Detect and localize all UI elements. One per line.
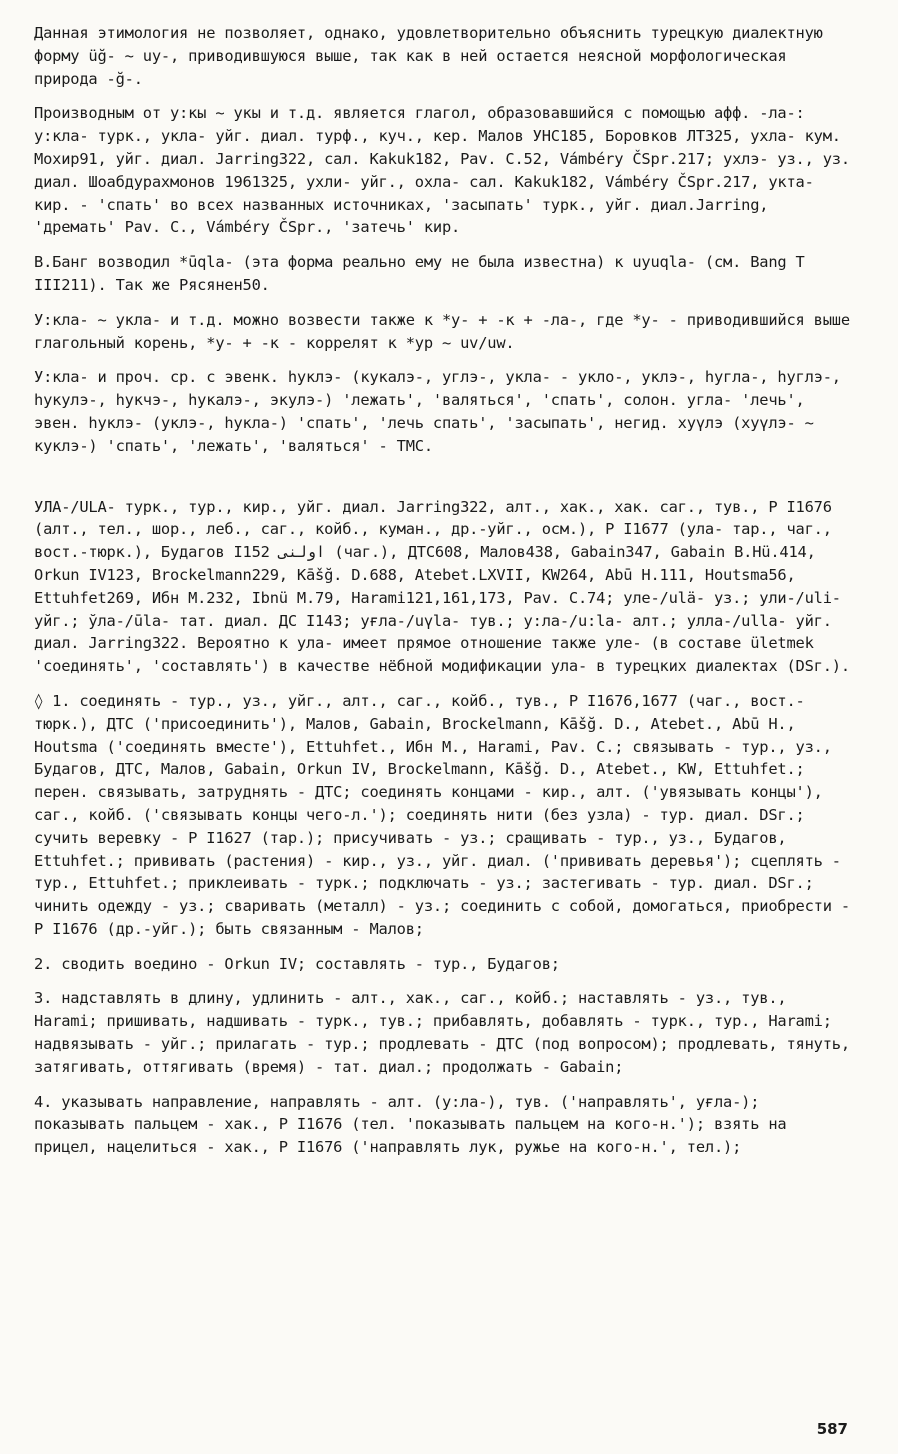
paragraph-root: У:кла- ~ укла- и т.д. можно возвести также к *у- + -к + -ла-, где *у- - приводившийся выше глагольный корень, *у- + -к - коррелят к *ур ~ uv/uw. <box>34 310 860 352</box>
paragraph-ula-entry: УЛА-/ULA- турк., тур., кир., уйг. диал. Jarring322, алт., хак., хак. саг., тув., Р I1676 (алт., тел., шор., леб., саг., койб., куман., др.-уйг., осм.), Р I1677 (ула- тар., чаг., вост.-тюрк.), Будагов I152 اولنى (чаг.), ДТС608, Малов438, Gabain347, Gabain B.Hü.414, Orkun IV123, Brockelmann229, Kāšğ. D.688, Atebet.LXVII, KW264, Abū H.111, Houtsma56, Ettuhfet269, Ибн М.232, Ibnü M.79, Harami121,161,173, Pav. C.74; уле-/ulä- уз.; ули-/uli- уйг.; ўла-/ūla- тат. диал. ДС I143; уғла-/uүla- тув.; у:ла-/u:la- алт.; улла-/ulla- уйг. диал. Jarring322. Вероятно к ула- имеет прямое отношение также уле- (в составе ületmek 'соединять', 'составлять') в качестве нёбной модификации ула- в турецких диалектах (DSг.). <box>34 497 850 676</box>
paragraph-meaning-4: 4. указывать направление, направлять - алт. (у:ла-), тув. ('направлять', уғла-); показывать пальцем - хак., Р I1676 (тел. 'показывать пальцем на кого-н.'); взять на прицел, нацелиться - хак., Р I1676 ('направлять лук, ружье на кого-н.', тел.); <box>34 1092 796 1157</box>
section-gap <box>34 470 854 496</box>
paragraph-etymology-note: Данная этимология не позволяет, однако, удовлетворительно объяснить турецкую диалектную форму üğ- ~ uy-, приводившуюся выше, так как в ней остается неясной морфологическая природа -ğ-. <box>34 24 832 88</box>
paragraph-derived-verb: Производным от у:кы ~ укы и т.д. является глагол, образовавшийся с помощью афф. -ла-: у:кла- турк., укла- уйг. диал. турф., куч., кер. Малов УНС185, Боровков ЛТ325, ухла- кум. Мохир91, уйг. диал. Jarring322, сал. Kakuk182, Pav. C.52, Vámbéry ČSpr.217; ухлэ- уз., уз. диал. Шоабдурахмонов 1961325, ухли- уйг., охла- сал. Kakuk182, Vámbéry ČSpr.217, укта- кир. - 'спать' во всех названных источниках, 'засыпать' турк., уйг. диал.Jarring, 'дремать' Pav. C., Vámbéry ČSpr., 'затечь' кир. <box>34 104 860 237</box>
paragraph-meaning-3: 3. надставлять в длину, удлинить - алт., хак., саг., койб.; наставлять - уз., тув., Harami; пришивать, надшивать - турк., тув.; прибавлять, добавлять - турк., тур., Harami; надвязывать - уйг.; прилагать - тур.; продлевать - ДТС (под вопросом); продлевать, тянуть, затягивать, оттягивать (время) - тат. диал.; продолжать - Gabain; <box>34 989 860 1076</box>
paragraph-meaning-1: ◊ 1. соединять - тур., уз., уйг., алт., саг., койб., тув., Р I1676,1677 (чаг., вост.-тюрк.), ДТС ('присоединить'), Малов, Gabain, Brockelmann, Kāšğ. D., Atebet., Abū H., Houtsma ('соединять вместе'), Ettuhfet., Ибн М., Harami, Pav. C.; связывать - тур., уз., Будагов, ДТС, Малов, Gabain, Orkun IV, Brockelmann, Kāšğ. D., Atebet., KW, Ettuhfet.; перен. связывать, затруднять - ДТС; соединять концами - кир., алт. ('увязывать концы'), саг., койб. ('связывать концы чего-л.'); соединять нити (без узла) - тур. диал. DSг.; сучить веревку - Р I1627 (тар.); присучивать - уз.; сращивать - тур., уз., Будагов, Ettuhfet.; прививать (растения) - кир., уз., уйг. диал. ('прививать деревья'); сцеплять - тур., Ettuhfet.; приклеивать - турк.; подключать - уз.; застегивать - тур. диал. DSг.; чинить одежду - уз.; сваривать (металл) - уз.; соединить с собой, домогаться, приобрести - Р I1676 (др.-уйг.); быть связанным - Малов; <box>34 691 860 938</box>
paragraph-bang: В.Банг возводил *ūqla- (эта форма реально ему не была известна) к uyuqla- (см. Bang T III211). Так же Рясянен50. <box>34 253 814 294</box>
page-number: 587 <box>816 1420 848 1438</box>
paragraph-evenki: У:кла- и проч. ср. с эвенк. hуклэ- (кукалэ-, углэ-, укла- - укло-, уклэ-, hугла-, hуглэ-, hукулэ-, hукчэ-, hукалэ-, экулэ-) 'лежать', 'валяться', 'спать', солон. угла- 'лечь', эвен. hуклэ- (уклэ-, hукла-) 'спать', 'лечь спать', 'засыпать', негид. хуүлэ (хуүлэ- ~ куклэ-) 'спать', 'лежать', 'валяться' - ТМС. <box>34 368 850 455</box>
document-page <box>34 22 860 1171</box>
paragraph-meaning-2: 2. сводить воедино - Orkun IV; составлять - тур., Будагов; <box>34 954 560 973</box>
